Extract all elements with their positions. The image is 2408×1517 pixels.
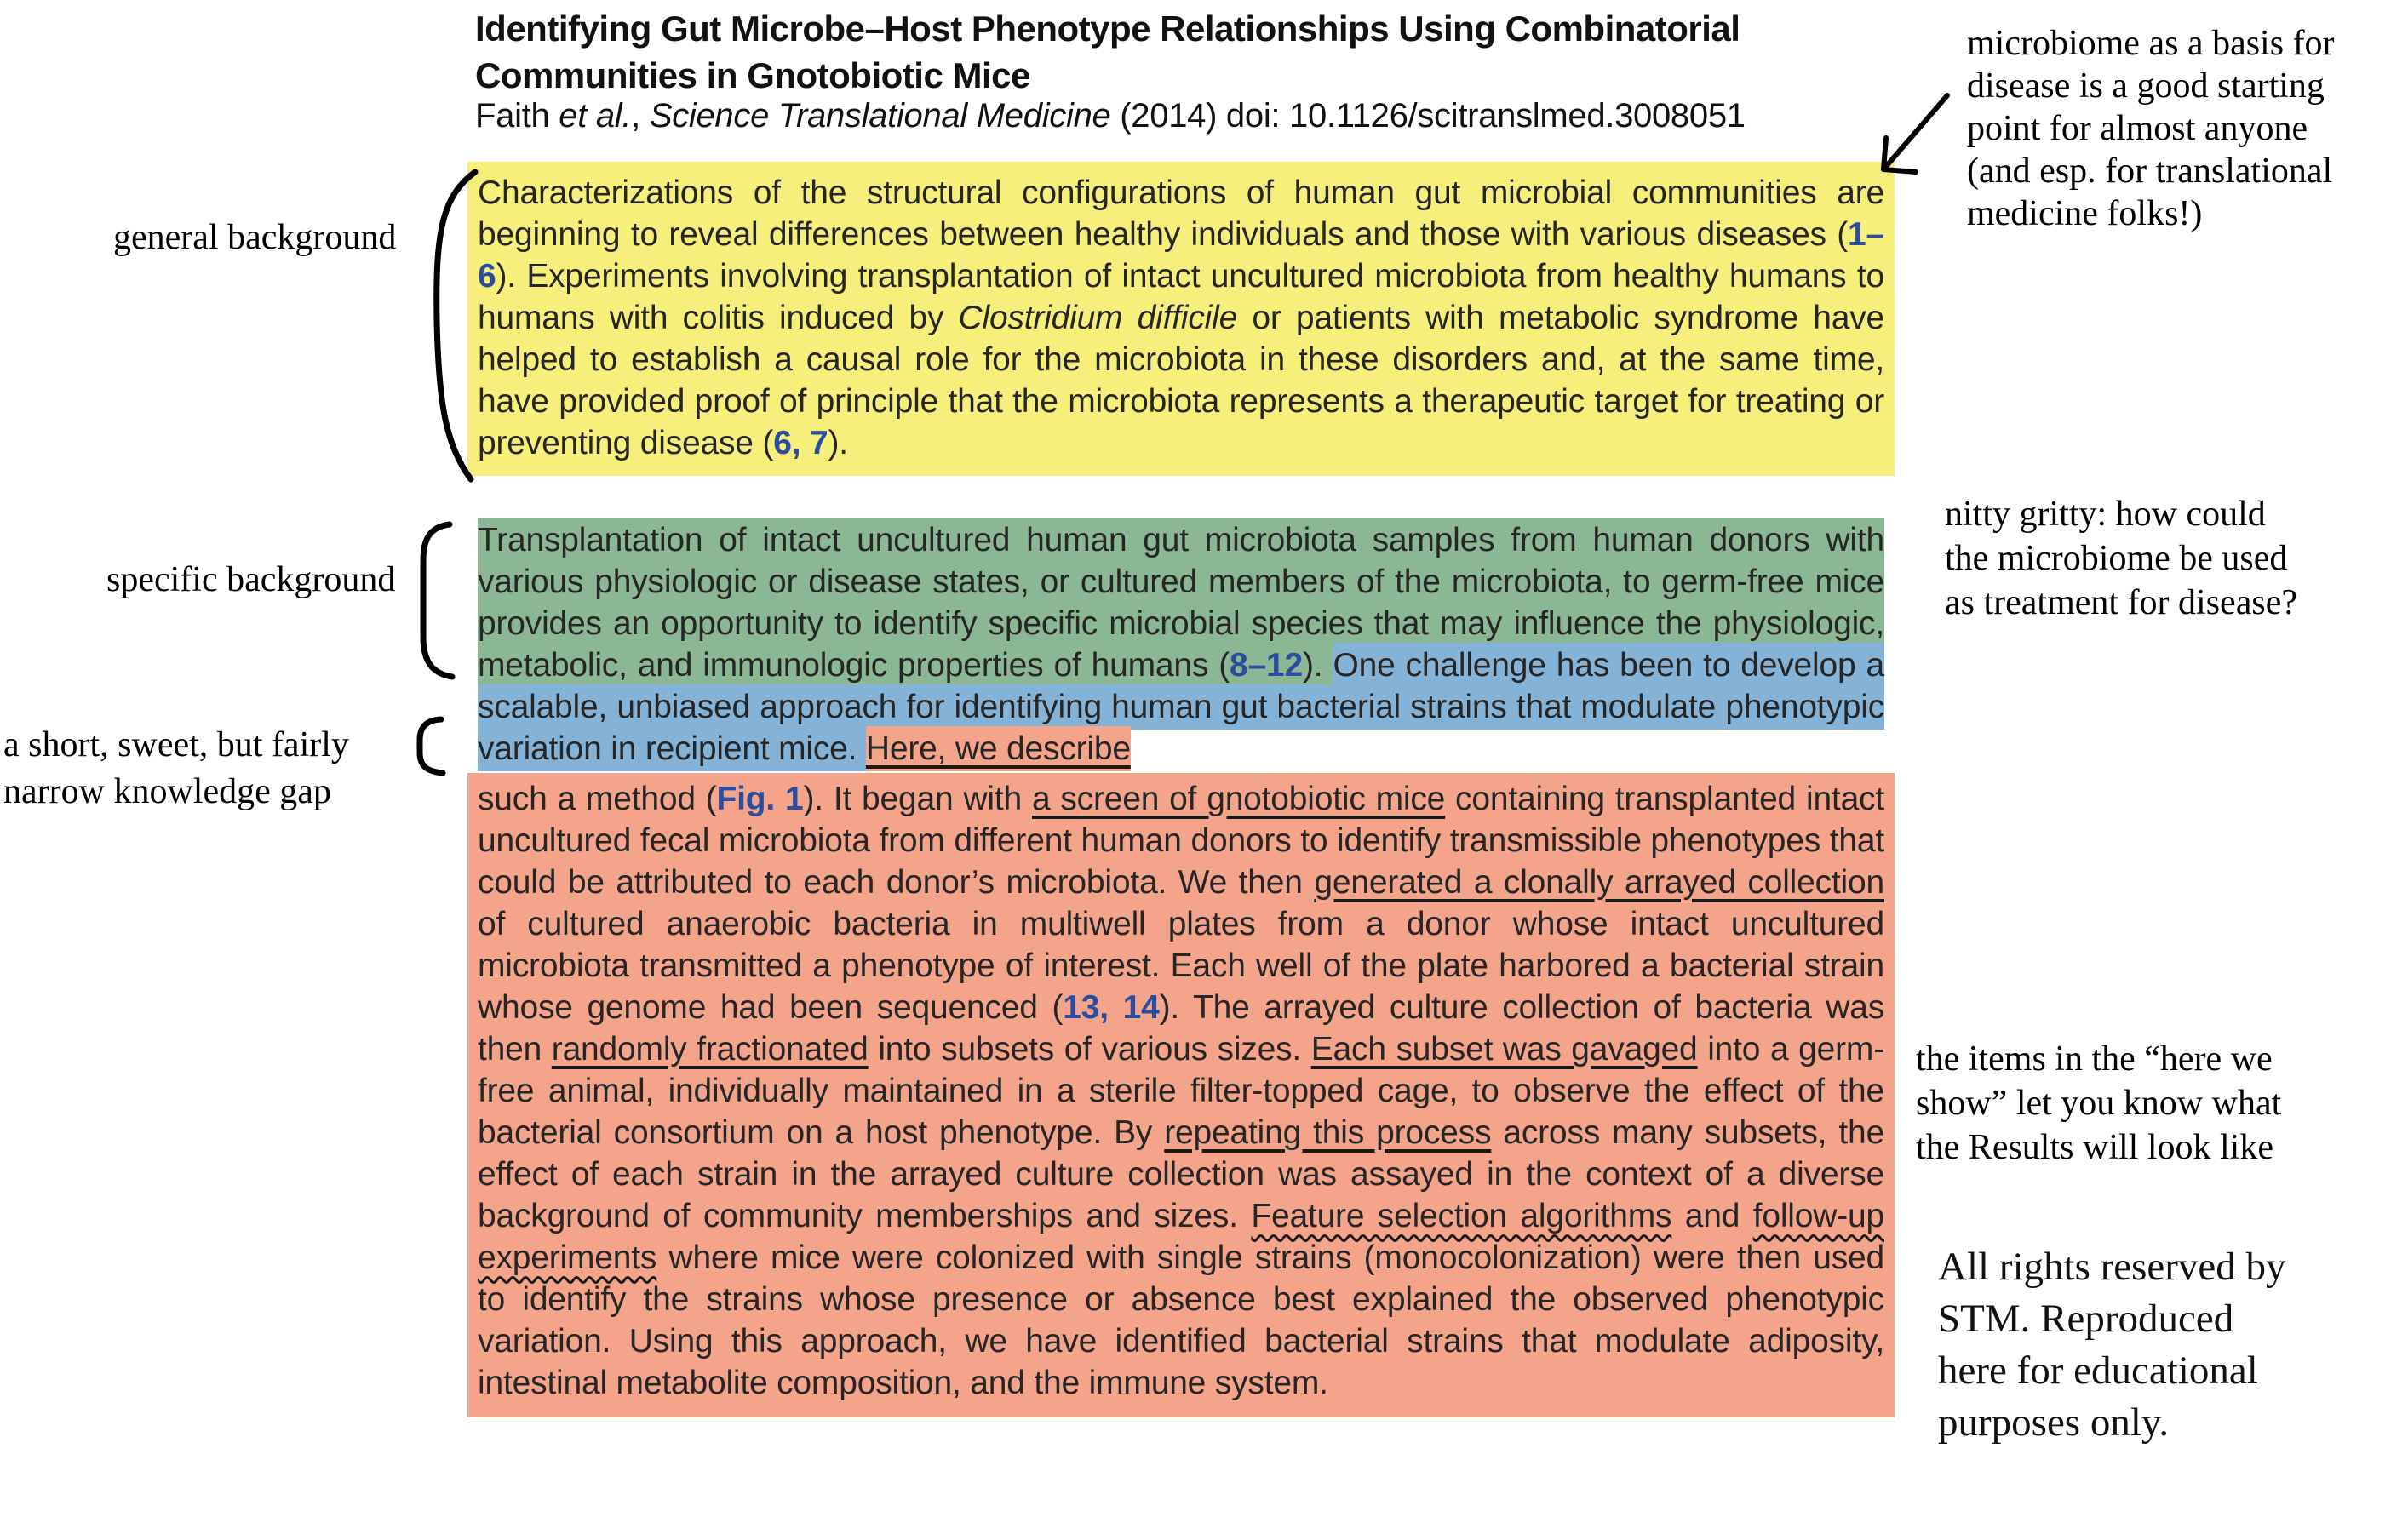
margin-note-rights-line2: STM. Reproduced: [1938, 1297, 2234, 1341]
margin-note-general-background: general background: [113, 218, 397, 257]
paper-title-line1: Identifying Gut Microbe–Host Phenotype Relationships Using Combinatorial: [475, 9, 1740, 49]
margin-note-items-line2: show” let you know what: [1916, 1084, 2282, 1123]
margin-note-here-we-show: [1916, 1037, 2281, 1170]
margin-note-microbiome-line2: disease is a good starting: [1967, 66, 2325, 106]
paper-title: [475, 5, 1923, 99]
bracket-knowledge-gap: [420, 719, 443, 773]
paper-title-line2: Communities in Gnotobiotic Mice: [475, 55, 1030, 95]
margin-note-microbiome-line1: microbiome as a basis for: [1967, 24, 2335, 63]
margin-note-knowledge-gap: [3, 722, 349, 816]
margin-note-rights-reserved: [1938, 1241, 2286, 1449]
margin-note-rights-line4: purposes only.: [1938, 1400, 2170, 1445]
margin-note-microbiome-basis: [1967, 22, 2335, 235]
margin-note-items-line3: the Results will look like: [1916, 1128, 2273, 1167]
margin-note-knowledge-gap-line2: narrow knowledge gap: [3, 772, 331, 811]
brace-specific-background: [423, 524, 452, 677]
margin-note-nitty-line2: the microbiome be used: [1945, 539, 2288, 578]
margin-note-microbiome-line3: point for almost anyone: [1967, 109, 2308, 148]
margin-note-nitty-line1: nitty gritty: how could: [1945, 495, 2266, 534]
margin-note-nitty-line3: as treatment for disease?: [1945, 583, 2297, 622]
margin-note-microbiome-line5: medicine folks!): [1967, 194, 2203, 233]
paragraph-two: [467, 514, 1895, 1417]
margin-note-microbiome-line4: (and esp. for translational: [1967, 152, 2333, 191]
margin-note-knowledge-gap-line1: a short, sweet, but fairly: [3, 725, 349, 764]
margin-note-rights-line1: All rights reserved by: [1938, 1245, 2286, 1289]
margin-note-items-line1: the items in the “here we: [1916, 1039, 2273, 1079]
margin-note-nitty-gritty: [1945, 492, 2297, 625]
paper-citation: Faith et al., Science Translational Medicine (2014) doi: 10.1126/scitranslmed.3008051: [475, 97, 1746, 135]
paragraph-general-background: Characterizations of the structural configurations of human gut microbial communities are beginning to reveal differences between healthy individuals and those with various diseases (1–6). Experiments involving transplantation of intact uncultured microbiota from healthy humans to humans with colitis induced by Clostridium difficile or patients with metabolic syndrome have helped to establish a causal role for the microbiota in these disorders and, at the same time, have provided proof of principle that the microbiota represents a therapeutic target for treating or preventing disease (6, 7).: [467, 162, 1895, 476]
margin-note-rights-line3: here for educational: [1938, 1348, 2258, 1393]
margin-note-specific-background: specific background: [106, 560, 396, 599]
paragraph-here-we-describe: such a method (Fig. 1). It began with a screen of gnotobiotic mice containing transplanted intact uncultured fecal microbiota from different human donors to identify transmissible phenotypes that could be attributed to each donor’s microbiota. We then generated a clonally arrayed collection of cultured anaerobic bacteria in multiwell plates from a donor whose intact uncultured microbiota transmitted a phenotype of interest. Each well of the plate harbored a bacterial strain whose genome had been sequenced (13, 14). The arrayed culture collection of bacteria was then randomly fractionated into subsets of various sizes. Each subset was gavaged into a germ-free animal, individually maintained in a sterile filter-topped cage, to observe the effect of the bacterial consortium on a host phenotype. By repeating this process across many subsets, the effect of each strain in the arrayed culture collection was assayed in the context of a diverse background of community memberships and sizes. Feature selection algorithms and follow-up experiments where mice were colonized with single strains (monocolonization) were then used to identify the strains whose presence or absence best explained the observed phenotypic variation. Using this approach, we have identified bacterial strains that modulate adiposity, intestinal metabolite composition, and the immune system.: [467, 773, 1895, 1417]
paragraph-specific-background-and-gap: Transplantation of intact uncultured human gut microbiota samples from human donors with various physiologic or disease states, or cultured members of the microbiota, to germ-free mice provides an opportunity to identify specific microbial species that may influence the physiologic, metabolic, and immunologic properties of humans (8–12). One challenge has been to develop a scalable, unbiased approach for identifying human gut bacterial strains that modulate phenotypic variation in recipient mice. Here, we describe: [467, 514, 1895, 770]
